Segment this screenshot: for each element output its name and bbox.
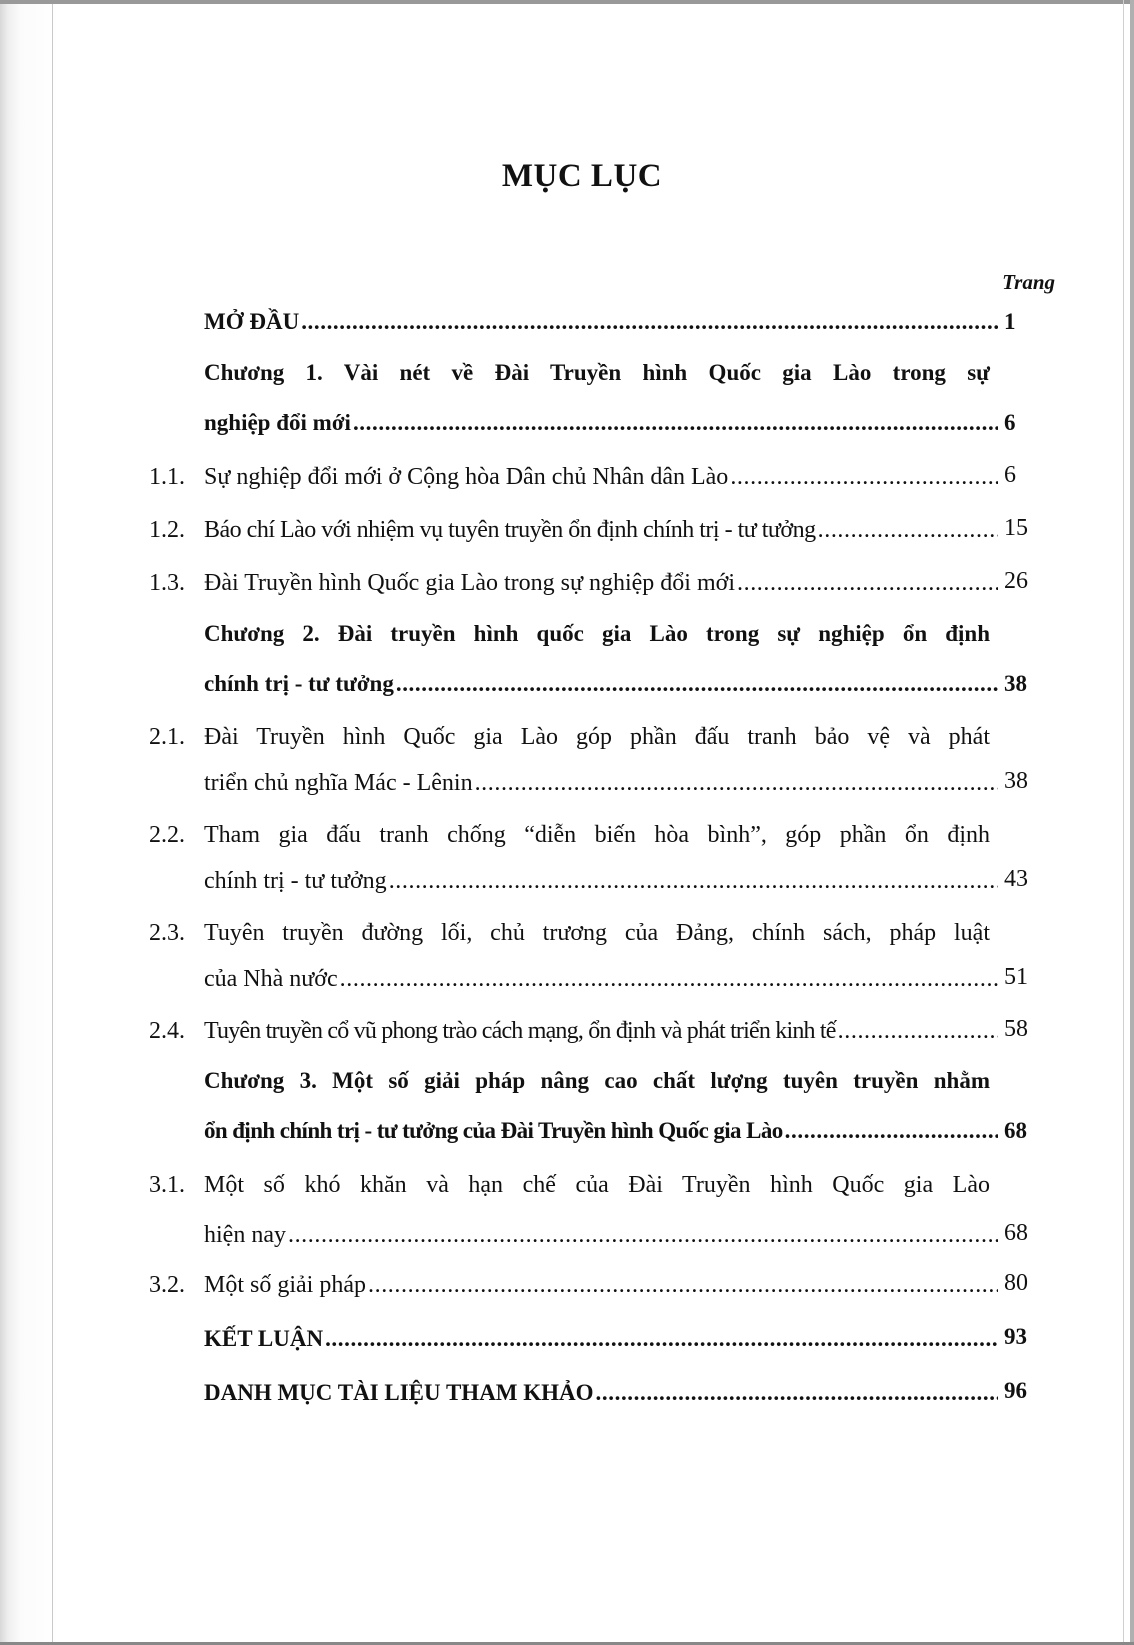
toc-entry-title: Đài Truyền hình Quốc gia Lào trong sự nghiệp đổi mới .....	[204, 570, 998, 597]
toc-section-number: 3.2.	[149, 1272, 185, 1298]
toc-page-number: 96	[1004, 1378, 1027, 1403]
page-title: MỤC LỤC	[501, 158, 663, 194]
toc-section-number: 2.4.	[149, 1018, 185, 1044]
dot-leader	[389, 868, 998, 895]
dot-leader	[596, 1380, 998, 1406]
toc-page-number: 6	[1004, 410, 1016, 435]
toc-entry-title: DANH MỤC TÀI LIỆU THAM KHẢO .....	[204, 1380, 998, 1406]
scan-edge-right	[1130, 0, 1134, 1645]
dot-leader	[396, 671, 998, 697]
page-column-label: Trang	[1002, 270, 1055, 294]
toc-entry-title-line1: Tham gia đấu tranh chống “diễn biến hòa bình”, góp phần ổn định	[204, 822, 990, 848]
toc-entry-title-line2: chính trị - tư tưởng .....	[204, 868, 998, 895]
toc-entry-title-line2: hiện nay .....	[204, 1222, 998, 1249]
scan-edge-right-inner	[1123, 0, 1124, 1645]
dot-leader	[340, 966, 998, 993]
dot-leader	[353, 410, 998, 436]
toc-page-number: 58	[1004, 1016, 1028, 1042]
toc-section-number: 2.1.	[149, 724, 185, 750]
dot-leader	[737, 570, 998, 597]
dot-leader	[730, 464, 998, 491]
toc-entry-title-line2: của Nhà nước .....	[204, 966, 998, 993]
scan-edge-left	[0, 0, 60, 1645]
dot-leader	[288, 1222, 998, 1249]
toc-entry-title-line2: ổn định chính trị - tư tưởng của Đài Truyền hình Quốc gia Lào .....	[204, 1118, 998, 1144]
toc-page-number: 6	[1004, 462, 1016, 488]
toc-page-number: 43	[1004, 866, 1028, 892]
toc-entry-title-line1: Một số khó khăn và hạn chế của Đài Truyền hình Quốc gia Lào	[204, 1172, 990, 1198]
toc-entry-title-line2: nghiệp đổi mới .....	[204, 410, 998, 436]
toc-entry-title-line1: Chương 2. Đài truyền hình quốc gia Lào trong sự nghiệp ổn định	[204, 621, 990, 646]
toc-section-number: 1.3.	[149, 570, 185, 596]
toc-page-number: 68	[1004, 1220, 1028, 1246]
toc-page-number: 26	[1004, 568, 1028, 594]
toc-entry-title-line1: Chương 1. Vài nét về Đài Truyền hình Quốc gia Lào trong sự	[204, 360, 990, 385]
toc-entry-title: Một số giải pháp .....	[204, 1272, 998, 1299]
dot-leader	[475, 770, 998, 797]
dot-leader	[325, 1326, 998, 1352]
toc-page-number: 93	[1004, 1324, 1027, 1349]
toc-entry-title: Sự nghiệp đổi mới ở Cộng hòa Dân chủ Nhân dân Lào .....	[204, 464, 998, 491]
dot-leader	[368, 1272, 998, 1299]
toc-section-number: 1.1.	[149, 464, 185, 490]
toc-page-number: 80	[1004, 1270, 1028, 1296]
toc-entry-title: KẾT LUẬN .....	[204, 1326, 998, 1352]
dot-leader	[301, 309, 998, 335]
toc-entry-title: MỞ ĐẦU .....	[204, 309, 998, 335]
scan-edge-top	[0, 0, 1134, 4]
toc-page-number: 15	[1004, 515, 1028, 541]
toc-entry-title: Báo chí Lào với nhiệm vụ tuyên truyền ổn định chính trị - tư tưởng .....	[204, 517, 998, 544]
toc-entry-title-line1: Chương 3. Một số giải pháp nâng cao chất lượng tuyên truyền nhằm	[204, 1068, 990, 1093]
toc-page-number: 51	[1004, 964, 1028, 990]
dot-leader	[785, 1118, 998, 1144]
toc-section-number: 2.3.	[149, 920, 185, 946]
toc-page-number: 1	[1004, 309, 1016, 334]
toc-entry-title-line2: triển chủ nghĩa Mác - Lênin .....	[204, 770, 998, 797]
toc-entry-title-line2: chính trị - tư tưởng .....	[204, 671, 998, 697]
toc-entry-title-line1: Đài Truyền hình Quốc gia Lào góp phần đấu tranh bảo vệ và phát	[204, 724, 990, 750]
dot-leader	[818, 517, 998, 544]
toc-page-number: 68	[1004, 1118, 1027, 1143]
toc-entry-title: Tuyên truyền cổ vũ phong trào cách mạng, ổn định và phát triển kinh tế .....	[204, 1018, 998, 1045]
toc-entry-title-line1: Tuyên truyền đường lối, chủ trương của Đảng, chính sách, pháp luật	[204, 920, 990, 946]
dot-leader	[838, 1018, 998, 1045]
toc-page-number: 38	[1004, 671, 1027, 696]
toc-page-number: 38	[1004, 768, 1028, 794]
toc-section-number: 1.2.	[149, 517, 185, 543]
toc-section-number: 3.1.	[149, 1172, 185, 1198]
toc-section-number: 2.2.	[149, 822, 185, 848]
